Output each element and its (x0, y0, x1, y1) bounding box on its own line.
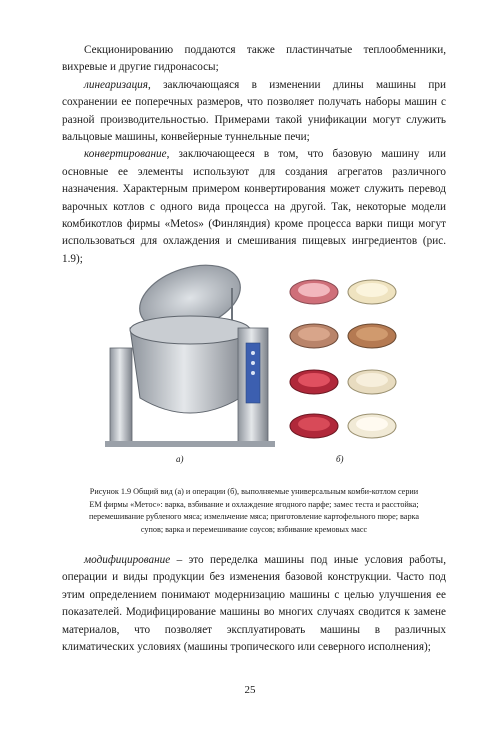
term-linearization: линеаризация (84, 78, 148, 91)
term-modification: модифицирование (84, 554, 171, 566)
operation-dough (348, 280, 396, 304)
page-number: 25 (244, 684, 256, 696)
figure-caption: Рисунок 1.9 Общий вид (а) и операции (б), выполняемые универсальным комби-котлом серии ЕМ фирмы «Метос»: варка, взбивание и охлаждение ягодного парфе; замес теста и расстойка; перемешивание рубленого мяса; измельчение мяса; приготовление картофельного пюре; варка супов; варка и перемешивание соусов; взбивание кремовых масс (88, 487, 420, 534)
operation-minced-meat (290, 324, 338, 348)
linearization-text: , заключающаяся в изменении длины машины при сохранении ее поперечных размеров, что позволяет получать наборы машин с разной производительностью. Примерами такой унификации могут служить вальцовые машины, конвейерные туннельные печи; (62, 78, 446, 144)
modification-text: – это переделка машины под иные условия работы, операции и виды продукции без изменения базовой конструкции. Часто под этим определением понимают модернизацию машины с целью улучшения ее показателей. Модифицирование машины во многих случаях сводится к замене материалов, что позволяет эксплуатировать машины в различных климатических условиях (машины тропического или северного исполнения); (62, 554, 446, 654)
bottom-text (62, 552, 446, 656)
operation-puree (290, 370, 338, 394)
operation-parfait (290, 280, 338, 304)
paragraph-modification (62, 552, 446, 656)
figure-illustration (0, 248, 500, 478)
conversion-text: , заключающееся в том, что базовую машину или основные ее элементы используют для создания агрегатов различного назначения. Характерным примером конвертирования может служить перевод варочных котлов с одного вида процесса на другой. Так, некоторые модели комбикотлов фирмы «Metos» (Финляндия) кроме процесса варки пищи могут использоваться для охлаждения и смешивания пищевых ингредиентов (рис. 1.9); (62, 148, 446, 265)
operation-cream (348, 414, 396, 438)
combi-kettle-image (105, 253, 275, 447)
term-conversion: конвертирование (84, 148, 167, 161)
operations-grid (290, 280, 396, 438)
operation-soup (348, 370, 396, 394)
paragraph-sectioning: Секционированию поддаются также пластинчатые теплообменники, вихревые и другие гидронасосы; (62, 44, 446, 74)
top-text (62, 42, 446, 268)
figure-1-9 (0, 248, 500, 478)
label-a: а) (176, 454, 184, 464)
paragraph-linearization (62, 77, 446, 147)
operation-sauce (290, 414, 338, 438)
operation-meat-grinding (348, 324, 396, 348)
label-b: б) (336, 454, 344, 464)
